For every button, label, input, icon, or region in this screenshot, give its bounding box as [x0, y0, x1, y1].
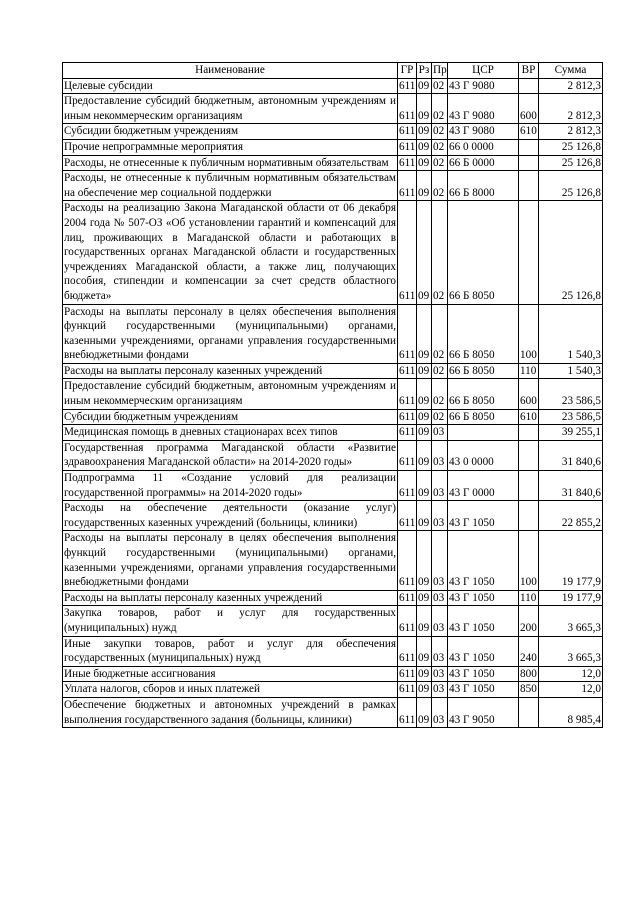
cell-sum: 1 540,3 — [539, 304, 603, 363]
table-row — [63, 697, 603, 727]
cell-csr: 43 Г 1050 — [448, 636, 519, 666]
table-body — [63, 78, 603, 728]
cell-vr — [519, 155, 539, 171]
cell-pr: 03 — [432, 531, 448, 590]
cell-vr: 850 — [519, 682, 539, 698]
cell-rz: 09 — [417, 155, 432, 171]
cell-gr: 611 — [398, 78, 417, 94]
cell-rz: 09 — [417, 636, 432, 666]
cell-pr: 03 — [432, 471, 448, 501]
cell-rz: 09 — [417, 363, 432, 379]
cell-name: Подпрограмма 11 «Создание условий для реализации государственной программы» на 2014-2020 годы» — [63, 471, 398, 501]
cell-pr: 03 — [432, 606, 448, 636]
cell-rz: 09 — [417, 471, 432, 501]
table-row — [63, 682, 603, 698]
cell-pr: 03 — [432, 697, 448, 727]
cell-rz: 09 — [417, 606, 432, 636]
cell-rz: 09 — [417, 304, 432, 363]
cell-name: Расходы на выплаты персоналу в целях обеспечения выполнения функций государственными (муниципальными) органами, казенными учреждениями, органами управления государственными внебюджетными фондами — [63, 531, 398, 590]
cell-rz: 09 — [417, 682, 432, 698]
cell-vr: 100 — [519, 304, 539, 363]
cell-name: Расходы на выплаты персоналу казенных учреждений — [63, 590, 398, 606]
cell-csr: 43 Г 0000 — [448, 471, 519, 501]
cell-name: Расходы, не отнесенные к публичным нормативным обязательствам на обеспечение мер социальной поддержки — [63, 171, 398, 201]
cell-vr: 100 — [519, 531, 539, 590]
cell-gr: 611 — [398, 697, 417, 727]
cell-gr: 611 — [398, 590, 417, 606]
cell-rz: 09 — [417, 139, 432, 155]
cell-gr: 611 — [398, 682, 417, 698]
cell-rz: 09 — [417, 666, 432, 682]
cell-gr: 611 — [398, 425, 417, 441]
cell-name: Медицинская помощь в дневных стационарах всех типов — [63, 425, 398, 441]
table-row — [63, 379, 603, 409]
table-row — [63, 171, 603, 201]
cell-vr — [519, 440, 539, 470]
cell-pr: 02 — [432, 94, 448, 124]
cell-gr: 611 — [398, 606, 417, 636]
cell-sum: 25 126,8 — [539, 139, 603, 155]
cell-name: Предоставление субсидий бюджетным, автономным учреждениям и иным некоммерческим организациям — [63, 379, 398, 409]
cell-pr: 03 — [432, 666, 448, 682]
table-row — [63, 590, 603, 606]
cell-vr: 200 — [519, 606, 539, 636]
cell-pr: 03 — [432, 425, 448, 441]
cell-name: Субсидии бюджетным учреждениям — [63, 124, 398, 140]
budget-table — [62, 62, 603, 728]
cell-rz: 09 — [417, 124, 432, 140]
cell-csr: 66 0 0000 — [448, 139, 519, 155]
cell-vr: 610 — [519, 409, 539, 425]
cell-vr: 240 — [519, 636, 539, 666]
cell-gr: 611 — [398, 171, 417, 201]
cell-vr — [519, 501, 539, 531]
cell-csr: 66 Б 8000 — [448, 171, 519, 201]
cell-pr: 02 — [432, 409, 448, 425]
cell-csr: 66 Б 8050 — [448, 201, 519, 304]
cell-csr: 66 Б 8050 — [448, 304, 519, 363]
cell-vr — [519, 139, 539, 155]
cell-rz: 09 — [417, 425, 432, 441]
cell-vr: 110 — [519, 363, 539, 379]
table-row — [63, 201, 603, 304]
header-gr: ГР — [398, 63, 417, 79]
header-pr: Пр — [432, 63, 448, 79]
cell-vr — [519, 78, 539, 94]
cell-gr: 611 — [398, 666, 417, 682]
cell-sum: 25 126,8 — [539, 155, 603, 171]
cell-csr: 66 Б 0000 — [448, 155, 519, 171]
table-row — [63, 425, 603, 441]
cell-rz: 09 — [417, 171, 432, 201]
cell-name: Закупка товаров, работ и услуг для государственных (муниципальных) нужд — [63, 606, 398, 636]
table-row — [63, 155, 603, 171]
table-row — [63, 304, 603, 363]
cell-pr: 03 — [432, 590, 448, 606]
cell-rz: 09 — [417, 531, 432, 590]
table-row — [63, 363, 603, 379]
cell-rz: 09 — [417, 590, 432, 606]
cell-csr: 66 Б 8050 — [448, 409, 519, 425]
table-row — [63, 471, 603, 501]
cell-pr: 02 — [432, 171, 448, 201]
cell-pr: 02 — [432, 201, 448, 304]
cell-sum: 1 540,3 — [539, 363, 603, 379]
cell-gr: 611 — [398, 531, 417, 590]
cell-csr: 66 Б 8050 — [448, 363, 519, 379]
cell-gr: 611 — [398, 124, 417, 140]
cell-sum: 12,0 — [539, 682, 603, 698]
cell-gr: 611 — [398, 94, 417, 124]
cell-vr: 600 — [519, 379, 539, 409]
cell-name: Уплата налогов, сборов и иных платежей — [63, 682, 398, 698]
cell-gr: 611 — [398, 379, 417, 409]
cell-name: Прочие непрограммные мероприятия — [63, 139, 398, 155]
cell-gr: 611 — [398, 501, 417, 531]
cell-rz: 09 — [417, 440, 432, 470]
table-row — [63, 440, 603, 470]
table-row — [63, 78, 603, 94]
cell-vr — [519, 425, 539, 441]
cell-gr: 611 — [398, 304, 417, 363]
cell-sum: 2 812,3 — [539, 94, 603, 124]
cell-csr: 43 Г 1050 — [448, 501, 519, 531]
cell-pr: 03 — [432, 440, 448, 470]
cell-name: Субсидии бюджетным учреждениям — [63, 409, 398, 425]
cell-gr: 611 — [398, 139, 417, 155]
cell-name: Расходы на обеспечение деятельности (оказание услуг) государственных казенных учреждений (больницы, клиники) — [63, 501, 398, 531]
cell-gr: 611 — [398, 409, 417, 425]
cell-pr: 03 — [432, 501, 448, 531]
cell-rz: 09 — [417, 379, 432, 409]
table-row — [63, 409, 603, 425]
cell-sum: 2 812,3 — [539, 124, 603, 140]
cell-sum: 3 665,3 — [539, 606, 603, 636]
table-row — [63, 606, 603, 636]
cell-gr: 611 — [398, 201, 417, 304]
cell-name: Обеспечение бюджетных и автономных учреждений в рамках выполнения государственного задания (больницы, клиники) — [63, 697, 398, 727]
cell-pr: 02 — [432, 124, 448, 140]
cell-sum: 2 812,3 — [539, 78, 603, 94]
cell-sum: 23 586,5 — [539, 409, 603, 425]
table-row — [63, 94, 603, 124]
cell-name: Расходы на выплаты персоналу в целях обеспечения выполнения функций государственными (муниципальными) органами, казенными учреждениями, органами управления государственными внебюджетными фондами — [63, 304, 398, 363]
cell-sum: 3 665,3 — [539, 636, 603, 666]
cell-csr: 43 Г 1050 — [448, 590, 519, 606]
cell-csr: 43 Г 9080 — [448, 124, 519, 140]
cell-sum: 23 586,5 — [539, 379, 603, 409]
cell-rz: 09 — [417, 409, 432, 425]
table-row — [63, 636, 603, 666]
cell-vr — [519, 171, 539, 201]
cell-pr: 02 — [432, 139, 448, 155]
cell-sum: 25 126,8 — [539, 201, 603, 304]
cell-name: Иные бюджетные ассигнования — [63, 666, 398, 682]
cell-sum: 39 255,1 — [539, 425, 603, 441]
cell-vr: 610 — [519, 124, 539, 140]
header-csr: ЦСР — [448, 63, 519, 79]
cell-rz: 09 — [417, 201, 432, 304]
cell-name: Расходы, не отнесенные к публичным нормативным обязательствам — [63, 155, 398, 171]
cell-pr: 02 — [432, 304, 448, 363]
cell-csr: 43 Г 1050 — [448, 682, 519, 698]
header-vr: ВР — [519, 63, 539, 79]
cell-pr: 02 — [432, 379, 448, 409]
cell-csr: 43 Г 9080 — [448, 78, 519, 94]
cell-name: Иные закупки товаров, работ и услуг для обеспечения государственных (муниципальных) нужд — [63, 636, 398, 666]
cell-csr: 43 Г 1050 — [448, 666, 519, 682]
cell-gr: 611 — [398, 471, 417, 501]
cell-vr: 800 — [519, 666, 539, 682]
table-row — [63, 124, 603, 140]
header-rz: Рз — [417, 63, 432, 79]
cell-pr: 02 — [432, 155, 448, 171]
cell-csr — [448, 425, 519, 441]
cell-name: Расходы на реализацию Закона Магаданской области от 06 декабря 2004 года № 507-ОЗ «Об установлении гарантий и компенсаций для лиц, проживающих в Магаданской области и работающих в государственных органах Магаданской области и государственных учреждениях Магаданской области, а также лиц, получающих пособия, стипендии и компенсации за счет средств областного бюджета» — [63, 201, 398, 304]
cell-gr: 611 — [398, 440, 417, 470]
cell-rz: 09 — [417, 697, 432, 727]
cell-sum: 8 985,4 — [539, 697, 603, 727]
cell-gr: 611 — [398, 155, 417, 171]
cell-csr: 43 Г 1050 — [448, 531, 519, 590]
cell-csr: 66 Б 8050 — [448, 379, 519, 409]
cell-rz: 09 — [417, 501, 432, 531]
cell-sum: 12,0 — [539, 666, 603, 682]
cell-pr: 02 — [432, 363, 448, 379]
cell-name: Расходы на выплаты персоналу казенных учреждений — [63, 363, 398, 379]
header-name: Наименование — [63, 63, 398, 79]
cell-rz: 09 — [417, 94, 432, 124]
cell-csr: 43 0 0000 — [448, 440, 519, 470]
cell-name: Целевые субсидии — [63, 78, 398, 94]
cell-vr: 600 — [519, 94, 539, 124]
cell-sum: 31 840,6 — [539, 471, 603, 501]
cell-name: Предоставление субсидий бюджетным, автономным учреждениям и иным некоммерческим организациям — [63, 94, 398, 124]
cell-gr: 611 — [398, 636, 417, 666]
cell-sum: 25 126,8 — [539, 171, 603, 201]
table-row — [63, 501, 603, 531]
table-row — [63, 666, 603, 682]
table-row — [63, 139, 603, 155]
header-sum: Сумма — [539, 63, 603, 79]
cell-sum: 19 177,9 — [539, 531, 603, 590]
cell-vr: 110 — [519, 590, 539, 606]
cell-csr: 43 Г 1050 — [448, 606, 519, 636]
table-row — [63, 531, 603, 590]
cell-gr: 611 — [398, 363, 417, 379]
cell-vr — [519, 471, 539, 501]
cell-name: Государственная программа Магаданской области «Развитие здравоохранения Магаданской области» на 2014-2020 годы» — [63, 440, 398, 470]
cell-vr — [519, 697, 539, 727]
cell-csr: 43 Г 9050 — [448, 697, 519, 727]
cell-sum: 22 855,2 — [539, 501, 603, 531]
cell-pr: 02 — [432, 78, 448, 94]
cell-rz: 09 — [417, 78, 432, 94]
cell-sum: 19 177,9 — [539, 590, 603, 606]
cell-vr — [519, 201, 539, 304]
cell-pr: 03 — [432, 682, 448, 698]
table-header-row — [63, 63, 603, 79]
cell-pr: 03 — [432, 636, 448, 666]
cell-csr: 43 Г 9080 — [448, 94, 519, 124]
cell-sum: 31 840,6 — [539, 440, 603, 470]
